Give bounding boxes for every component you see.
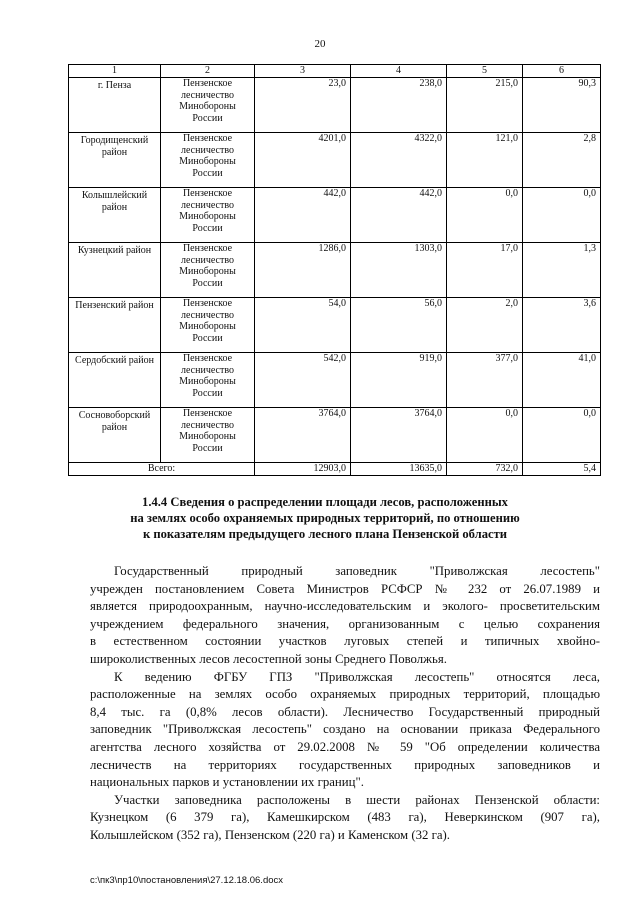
value-cell: 4201,0 [255, 133, 351, 188]
value-cell: 3,6 [523, 298, 601, 353]
value-cell: 215,0 [447, 78, 523, 133]
value-cell: 0,0 [523, 188, 601, 243]
paragraph [90, 669, 600, 792]
column-header: 3 [255, 65, 351, 78]
column-header: 4 [351, 65, 447, 78]
value-cell: 238,0 [351, 78, 447, 133]
table-row [69, 188, 601, 243]
text-line: Участки заповедника расположены в шести районах Пензенской области: [114, 792, 600, 807]
heading-line: 1.4.4 Сведения о распределении площади лесов, расположенных [142, 495, 508, 509]
text-line: учрежден постановлением Совета Министров РСФСР № 232 от 26.07.1989 и [90, 581, 600, 596]
region-cell: Сосновоборский район [69, 408, 161, 463]
column-header: 1 [69, 65, 161, 78]
text-line: учреждением федерального значения, организованным с целью сохранения [90, 616, 600, 631]
value-cell: 90,3 [523, 78, 601, 133]
region-cell: Городищенский район [69, 133, 161, 188]
value-cell: 23,0 [255, 78, 351, 133]
table-row [69, 133, 601, 188]
table-row [69, 78, 601, 133]
text-line: 8,4 тыс. га (0,8% лесов области). Лесничество Государственный природный [90, 704, 600, 719]
value-cell: 1286,0 [255, 243, 351, 298]
value-cell: 442,0 [255, 188, 351, 243]
total-cell: 5,4 [523, 463, 601, 476]
table-header-row [69, 65, 601, 78]
region-cell: г. Пенза [69, 78, 161, 133]
organization-cell: Пензенское лесничество Минобороны России [161, 298, 255, 353]
column-header: 6 [523, 65, 601, 78]
organization-cell: Пензенское лесничество Минобороны России [161, 353, 255, 408]
value-cell: 0,0 [523, 408, 601, 463]
value-cell: 442,0 [351, 188, 447, 243]
region-cell: Пензенский район [69, 298, 161, 353]
region-cell: Колышлейский район [69, 188, 161, 243]
value-cell: 17,0 [447, 243, 523, 298]
text-line: заповедник "Приволжская лесостепь" создано на основании приказа Федерального [90, 722, 600, 737]
value-cell: 1,3 [523, 243, 601, 298]
value-cell: 3764,0 [351, 408, 447, 463]
text-line: национальных парков и установлении их границ". [90, 775, 364, 790]
text-line: Кузнецком (6 379 га), Камешкирском (483 га), Неверкинском (907 га), [90, 810, 600, 825]
text-line: в естественном состоянии участков луговых степей и типичных хвойно- [90, 634, 600, 649]
heading-line: на землях особо охраняемых природных территорий, по отношению [130, 511, 520, 525]
value-cell: 41,0 [523, 353, 601, 408]
text-line: Государственный природный заповедник "Приволжская лесостепь" [114, 564, 600, 578]
total-cell: 13635,0 [351, 463, 447, 476]
paragraph [90, 563, 600, 669]
organization-cell: Пензенское лесничество Минобороны России [161, 78, 255, 133]
table-row [69, 243, 601, 298]
section-heading [60, 494, 590, 542]
value-cell: 121,0 [447, 133, 523, 188]
value-cell: 0,0 [447, 188, 523, 243]
text-line: лесничеств на территориях государственных природных заповедников и [90, 757, 600, 772]
value-cell: 2,0 [447, 298, 523, 353]
text-line: Колышлейском (352 га), Пензенском (220 га) и Каменском (32 га). [90, 827, 450, 842]
total-label: Всего: [69, 463, 255, 476]
text-line: является природоохранным, научно-исследовательским и эколого- просветительским [90, 599, 600, 614]
value-cell: 4322,0 [351, 133, 447, 188]
table-total-row [69, 463, 601, 476]
paragraph [90, 792, 600, 845]
body-text [90, 563, 600, 845]
region-cell: Сердобский район [69, 353, 161, 408]
text-line: расположенные на землях особо охраняемых природных территорий, площадью [90, 687, 600, 702]
table-row [69, 298, 601, 353]
value-cell: 542,0 [255, 353, 351, 408]
organization-cell: Пензенское лесничество Минобороны России [161, 188, 255, 243]
region-cell: Кузнецкий район [69, 243, 161, 298]
text-line: агентства лесного хозяйства от 29.02.2008 № 59 "Об определении количества [90, 739, 600, 754]
value-cell: 1303,0 [351, 243, 447, 298]
value-cell: 919,0 [351, 353, 447, 408]
organization-cell: Пензенское лесничество Минобороны России [161, 133, 255, 188]
value-cell: 3764,0 [255, 408, 351, 463]
text-line: широколиственных лесов лесостепной зоны Среднего Поволжья. [90, 651, 447, 666]
table-row [69, 353, 601, 408]
value-cell: 56,0 [351, 298, 447, 353]
forest-area-table [68, 64, 601, 476]
column-header: 2 [161, 65, 255, 78]
organization-cell: Пензенское лесничество Минобороны России [161, 408, 255, 463]
value-cell: 54,0 [255, 298, 351, 353]
page-number: 20 [314, 38, 326, 50]
total-cell: 732,0 [447, 463, 523, 476]
file-path-footer: c:\пк3\пр10\постановления\27.12.18.06.docx [90, 875, 284, 886]
value-cell: 377,0 [447, 353, 523, 408]
column-header: 5 [447, 65, 523, 78]
value-cell: 2,8 [523, 133, 601, 188]
organization-cell: Пензенское лесничество Минобороны России [161, 243, 255, 298]
total-cell: 12903,0 [255, 463, 351, 476]
table-row [69, 408, 601, 463]
value-cell: 0,0 [447, 408, 523, 463]
heading-line: к показателям предыдущего лесного плана Пензенской области [142, 527, 508, 541]
text-line: К ведению ФГБУ ГПЗ "Приволжская лесостепь" относятся леса, [114, 669, 600, 684]
